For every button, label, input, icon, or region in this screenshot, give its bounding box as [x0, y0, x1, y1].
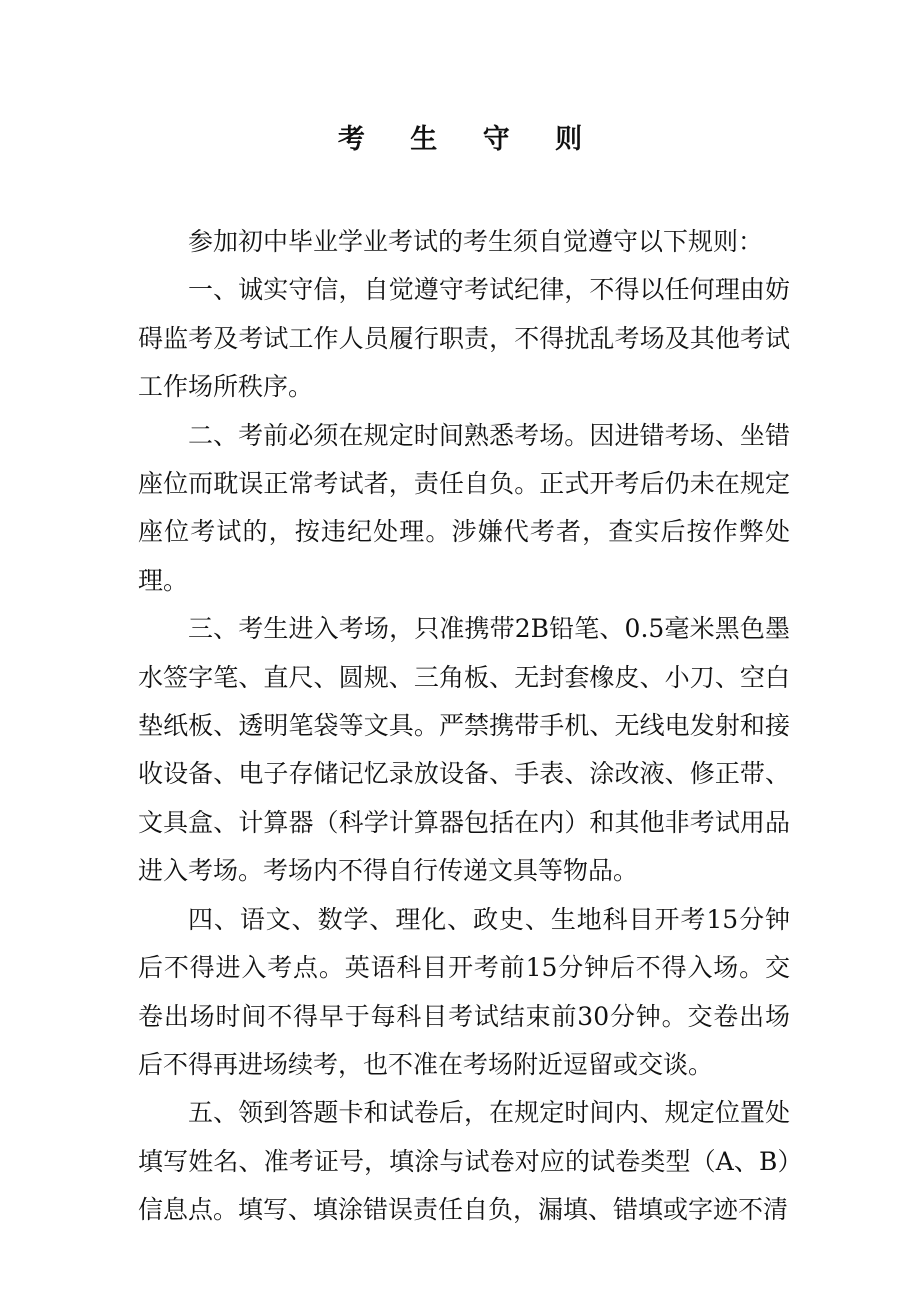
intro-paragraph: 参加初中毕业学业考试的考生须自觉遵守以下规则： — [188, 227, 764, 256]
rule-paragraph-5: 五、领到答题卡和试卷后，在规定时间内、规定位置处填写姓名、准考证号，填涂与试卷对应的试卷类型（A、B）信息点。填写、填涂错误责任自负，漏填、错填或字迹不清 — [138, 1098, 790, 1225]
rule-paragraph-2: 二、考前必须在规定时间熟悉考场。因进错考场、坐错座位而耽误正常考试者，责任自负。正式开考后仍未在规定座位考试的，按违纪处理。涉嫌代考者，查实后按作弊处理。 — [138, 420, 790, 595]
rule-paragraph-3: 三、考生进入考场，只准携带2B铅笔、0.5毫米黑色墨水签字笔、直尺、圆规、三角板、无封套橡皮、小刀、空白垫纸板、透明笔袋等文具。严禁携带手机、无线电发射和接收设备、电子存储记忆录放设备、手表、涂改液、修正带、文具盒、计算器（科学计算器包括在内）和其他非考试用品进入考场。考场内不得自行传递文具等物品。 — [138, 614, 790, 886]
rule-paragraph-1: 一、诚实守信，自觉遵守考试纪律，不得以任何理由妨碍监考及考试工作人员履行职责，不得扰乱考场及其他考试工作场所秩序。 — [138, 275, 790, 402]
page-title: 考 生 守 则 — [337, 124, 601, 155]
rule-paragraph-4: 四、语文、数学、理化、政史、生地科目开考15分钟后不得进入考点。英语科目开考前15分钟后不得入场。交卷出场时间不得早于每科目考试结束前30分钟。交卷出场后不得再进场续考，也不准在考场附近逗留或交谈。 — [138, 904, 790, 1079]
document-body — [138, 218, 790, 1235]
